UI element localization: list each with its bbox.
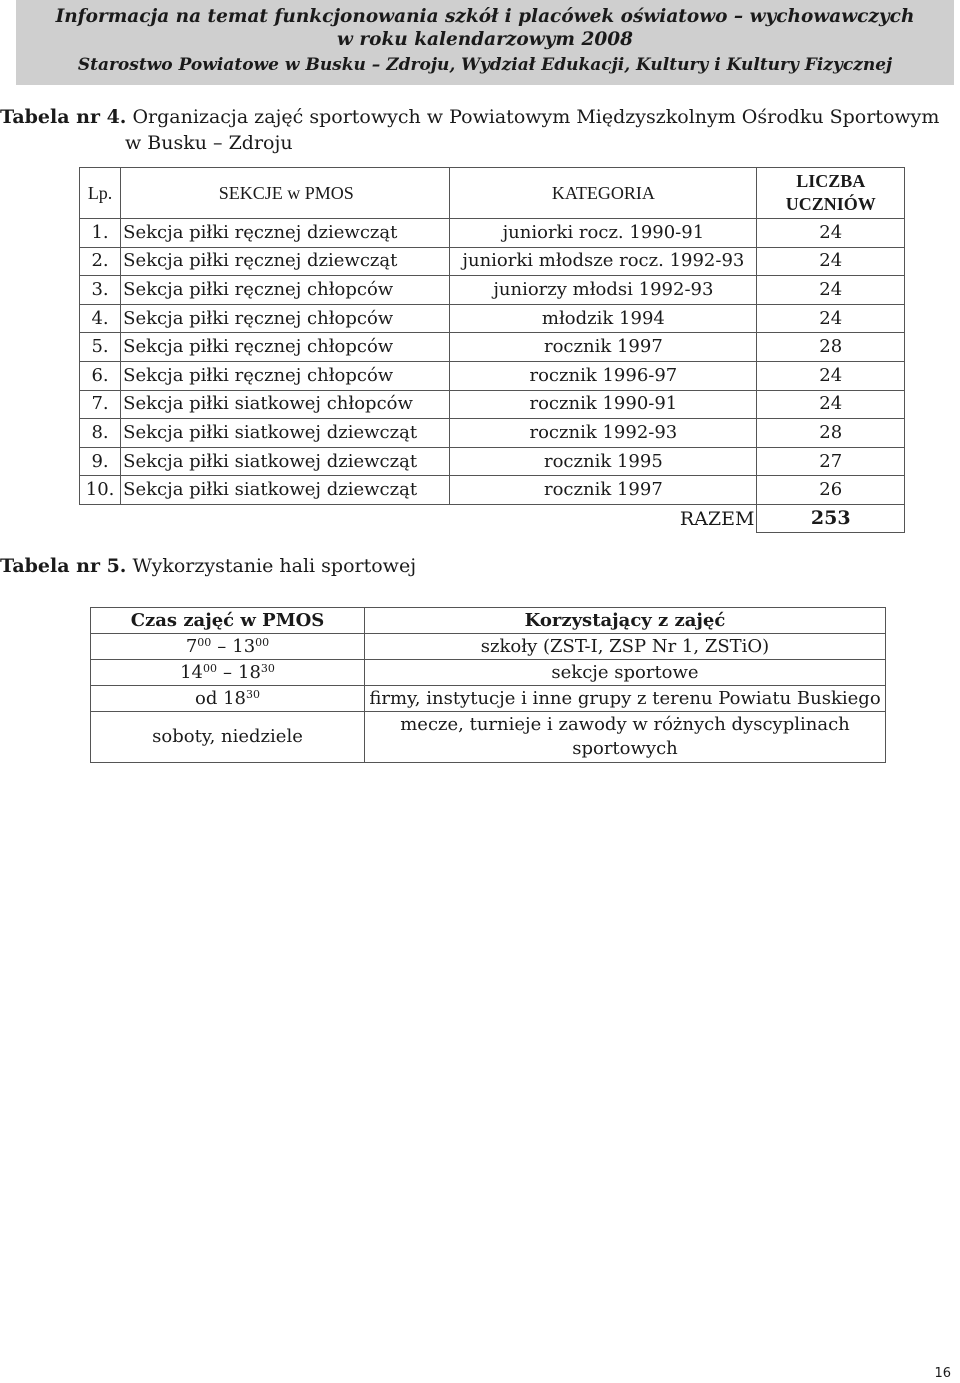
- row-time: [91, 634, 365, 660]
- row-category: rocznik 1992-93: [450, 419, 757, 448]
- table4-total-row: [80, 504, 905, 532]
- table-row: [91, 634, 886, 660]
- row-category: juniorki młodsze rocz. 1992-93: [450, 247, 757, 276]
- row-count: 28: [757, 419, 905, 448]
- col-header-category: KATEGORIA: [450, 168, 757, 219]
- table-row: [80, 447, 905, 476]
- row-section: Sekcja piłki ręcznej dziewcząt: [121, 219, 450, 248]
- table4-label: Tabela nr 4.: [0, 106, 127, 128]
- header-line-1: Informacja na temat funkcjonowania szkół i placówek oświatowo – wychowawczych: [55, 6, 915, 27]
- row-section: Sekcja piłki ręcznej chłopców: [121, 361, 450, 390]
- time-end-minutes: 30: [260, 661, 275, 675]
- col-header-section: SEKCJE w PMOS: [121, 168, 450, 219]
- row-count: 27: [757, 447, 905, 476]
- table4-title: Organizacja zajęć sportowych w Powiatowym Międzyszkolnym Ośrodku Sportowym: [132, 106, 940, 128]
- row-count: 24: [757, 304, 905, 333]
- table-row: [80, 333, 905, 362]
- col-header-lp: Lp.: [80, 168, 121, 219]
- row-section: Sekcja piłki ręcznej chłopców: [121, 276, 450, 305]
- row-lp: 4.: [80, 304, 121, 333]
- document-header: [16, 0, 954, 85]
- header-line-2: w roku kalendarzowym 2008: [337, 29, 633, 50]
- row-count: 24: [757, 247, 905, 276]
- col-header-count-line2: UCZNIÓW: [785, 194, 876, 214]
- time-prefix: od: [195, 687, 218, 709]
- row-lp: 1.: [80, 219, 121, 248]
- row-section: Sekcja piłki ręcznej chłopców: [121, 333, 450, 362]
- row-count: 28: [757, 333, 905, 362]
- time-end-hour: 13: [232, 635, 256, 657]
- table5-title: Wykorzystanie hali sportowej: [132, 555, 417, 577]
- row-category: juniorzy młodsi 1992-93: [450, 276, 757, 305]
- time-start-hour: 7: [185, 635, 198, 657]
- row-section: Sekcja piłki siatkowej dziewcząt: [121, 419, 450, 448]
- total-label: RAZEM: [679, 507, 755, 530]
- time-start-hour: 18: [223, 687, 246, 709]
- time-text: soboty, niedziele: [152, 726, 303, 747]
- table4-title-cont: w Busku – Zdroju: [125, 132, 293, 154]
- row-lp: 2.: [80, 247, 121, 276]
- time-end-minutes: 00: [255, 635, 270, 649]
- row-category: młodzik 1994: [450, 304, 757, 333]
- row-count: 26: [757, 476, 905, 505]
- row-section: Sekcja piłki siatkowej dziewcząt: [121, 447, 450, 476]
- table-row: [80, 247, 905, 276]
- row-lp: 7.: [80, 390, 121, 419]
- row-time: [91, 686, 365, 712]
- row-lp: 9.: [80, 447, 121, 476]
- table-row: [80, 304, 905, 333]
- time-start-minutes: 00: [203, 661, 217, 675]
- table4-caption: [0, 104, 955, 156]
- total-value: 253: [757, 504, 905, 532]
- table5-header-row: [91, 608, 886, 634]
- table-row: [80, 276, 905, 305]
- table4-body: [80, 219, 905, 505]
- row-lp: 6.: [80, 361, 121, 390]
- table-row: [80, 476, 905, 505]
- row-category: rocznik 1997: [450, 333, 757, 362]
- row-count: 24: [757, 390, 905, 419]
- row-section: Sekcja piłki siatkowej chłopców: [121, 390, 450, 419]
- table5-caption: [0, 553, 416, 579]
- row-section: Sekcja piłki ręcznej chłopców: [121, 304, 450, 333]
- table-row: [80, 361, 905, 390]
- row-count: 24: [757, 219, 905, 248]
- time-end-hour: 18: [238, 661, 261, 683]
- row-count: 24: [757, 276, 905, 305]
- table-row: [80, 219, 905, 248]
- table5-label: Tabela nr 5.: [0, 555, 127, 577]
- row-section: Sekcja piłki siatkowej dziewcząt: [121, 476, 450, 505]
- row-lp: 10.: [80, 476, 121, 505]
- header-line-3: Starostwo Powiatowe w Busku – Zdroju, Wydział Edukacji, Kultury i Kultury Fizycznej: [77, 55, 893, 75]
- table-row: [80, 419, 905, 448]
- table5-body: [91, 634, 886, 763]
- table-row: [80, 390, 905, 419]
- row-category: rocznik 1995: [450, 447, 757, 476]
- row-count: 24: [757, 361, 905, 390]
- row-category: rocznik 1997: [450, 476, 757, 505]
- col-header-time: Czas zajęć w PMOS: [91, 608, 365, 634]
- time-range-dash: –: [223, 661, 232, 683]
- row-time: [91, 712, 365, 763]
- sports-sections-table: [79, 167, 905, 533]
- table4-header-row: [80, 168, 905, 219]
- row-category: rocznik 1990-91: [450, 390, 757, 419]
- page-number: 16: [934, 1366, 951, 1381]
- row-category: juniorki rocz. 1990-91: [450, 219, 757, 248]
- hall-usage-table: [90, 607, 886, 763]
- time-start-hour: 14: [180, 661, 203, 683]
- time-range-dash: –: [217, 635, 227, 657]
- col-header-users: Korzystający z zajęć: [365, 608, 886, 634]
- row-users: sekcje sportowe: [365, 660, 886, 686]
- row-lp: 5.: [80, 333, 121, 362]
- table-row: [91, 686, 886, 712]
- row-section: Sekcja piłki ręcznej dziewcząt: [121, 247, 450, 276]
- col-header-count-line1: LICZBA: [796, 171, 866, 191]
- table-row: [91, 712, 886, 763]
- col-header-count: [757, 168, 905, 219]
- row-lp: 8.: [80, 419, 121, 448]
- row-users: firmy, instytucje i inne grupy z terenu Powiatu Buskiego: [365, 686, 886, 712]
- row-lp: 3.: [80, 276, 121, 305]
- table-row: [91, 660, 886, 686]
- row-time: [91, 660, 365, 686]
- time-start-minutes: 00: [197, 635, 212, 649]
- row-category: rocznik 1996-97: [450, 361, 757, 390]
- row-users: mecze, turnieje i zawody w różnych dyscyplinach sportowych: [365, 712, 886, 763]
- time-start-minutes: 30: [246, 687, 260, 701]
- row-users: szkoły (ZST-I, ZSP Nr 1, ZSTiO): [365, 634, 886, 660]
